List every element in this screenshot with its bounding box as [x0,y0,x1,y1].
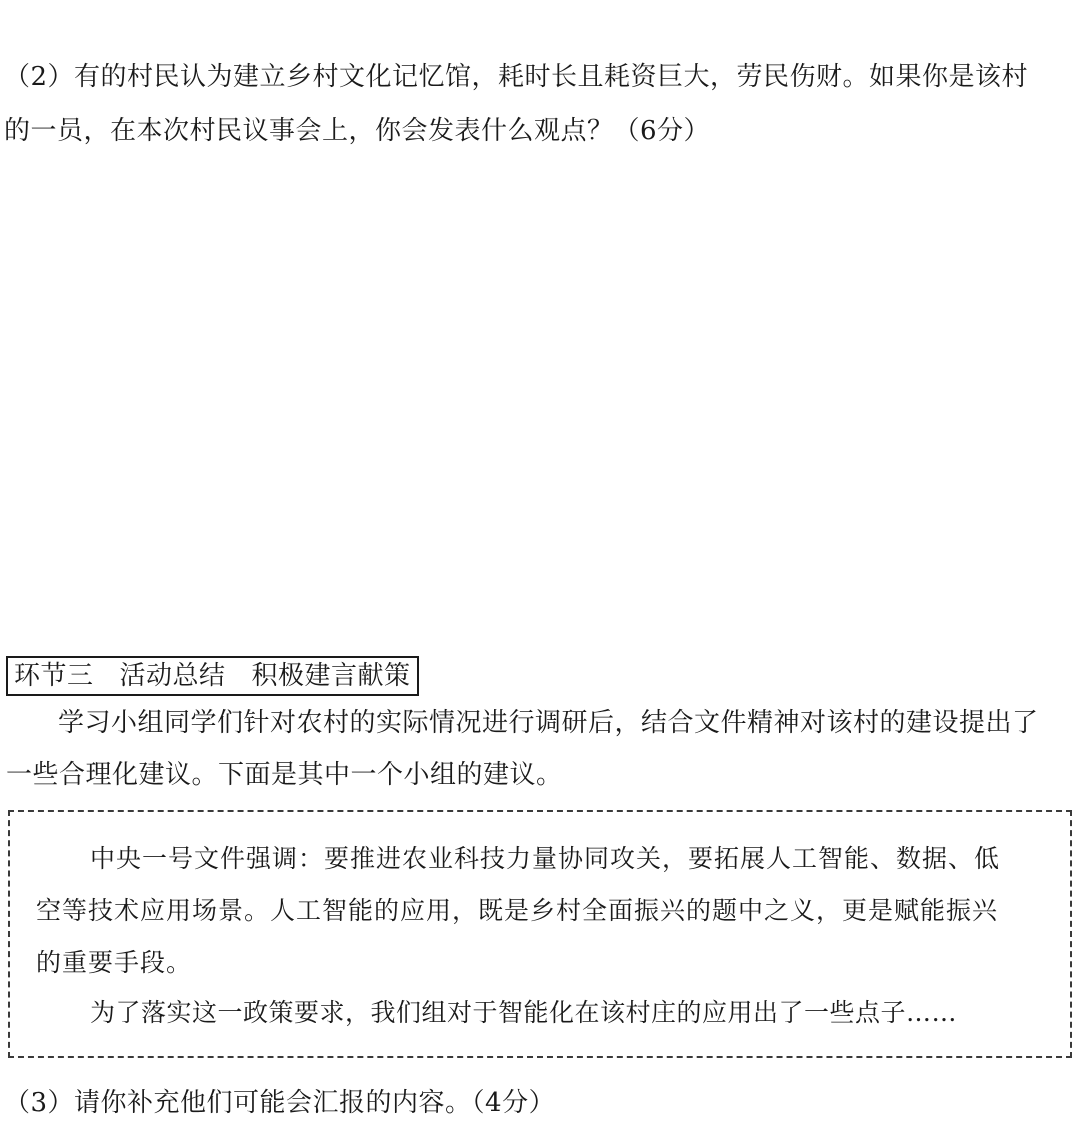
suggestion-line-3: 的重要手段。 [36,948,193,977]
question-3-text: （3）请你补充他们可能会汇报的内容。（4分） [4,1088,556,1118]
suggestion-line-4: 为了落实这一政策要求，我们组对于智能化在该村庄的应用出了一些点子…… [90,998,958,1027]
question-2-text-line-1: （2）有的村民认为建立乡村文化记忆馆，耗时长且耗资巨大，劳民伤财。如果你是该村 [4,62,1029,92]
section-3-title [6,656,419,696]
section-3-subtitle-suggestions: 积极建言献策 [251,661,411,691]
group-suggestion-box [8,810,1072,1058]
question-2-text-line-2: 的一员，在本次村民议事会上，你会发表什么观点？（6分） [4,116,711,146]
section-3-subtitle-summary: 活动总结 [119,661,226,691]
section-3-intro-line-2: 一些合理化建议。下面是其中一个小组的建议。 [6,760,563,790]
suggestion-line-1: 中央一号文件强调：要推进农业科技力量协同攻关，要拓展人工智能、数据、低 [90,844,1001,873]
section-3-intro-line-1: 学习小组同学们针对农村的实际情况进行调研后，结合文件精神对该村的建设提出了 [58,708,1039,738]
section-3-label: 环节三 [14,661,94,691]
suggestion-line-2: 空等技术应用场景。人工智能的应用，既是乡村全面振兴的题中之义，更是赋能振兴 [36,896,999,925]
